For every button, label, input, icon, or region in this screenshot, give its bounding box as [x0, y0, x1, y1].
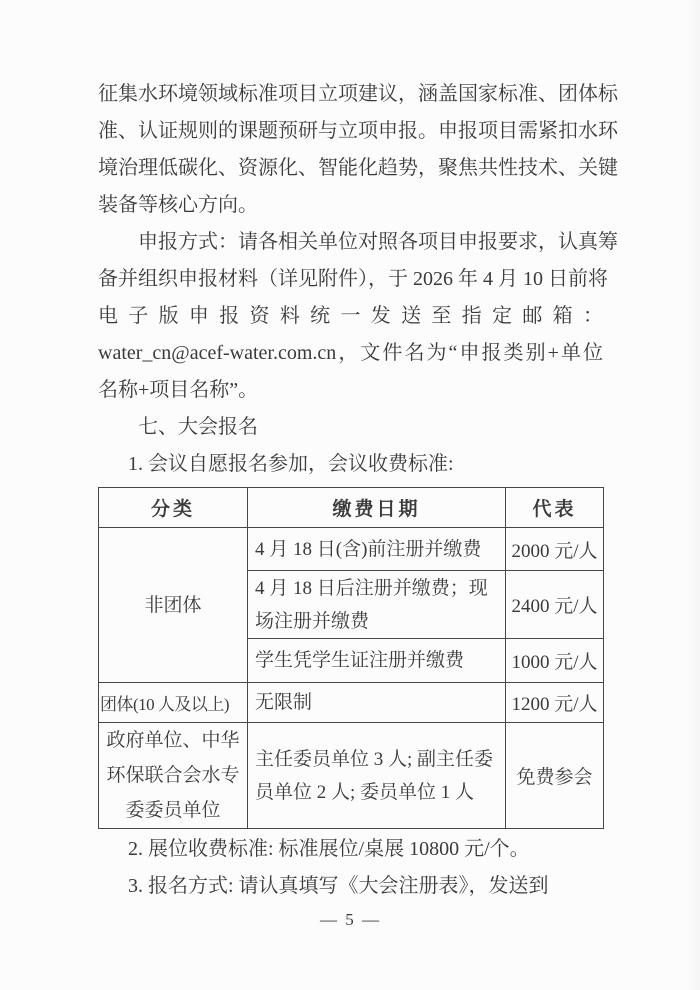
body-line email-line: water_cn@acef-water.com.cn，文件名为“申报类别+单位 [98, 342, 603, 364]
table-row [99, 723, 604, 829]
cell-date: 4 月 18 日后注册并缴费；现场注册并缴费 [248, 571, 506, 639]
table-row [99, 528, 604, 571]
section-heading: 七、大会报名 [138, 416, 258, 438]
cell-category-member: 政府单位、中华环保联合会水专委委员单位 [99, 723, 248, 829]
cell-fee: 2400 元/人 [506, 571, 604, 639]
cell-date: 无限制 [248, 683, 506, 723]
cell-category-group: 团体(10 人及以上) [99, 683, 248, 723]
body-line email-line: 电子版申报资料统一发送至指定邮箱： [98, 305, 603, 327]
cell-fee: 1200 元/人 [506, 683, 604, 723]
cell-fee: 1000 元/人 [506, 639, 604, 683]
body-line: 备并组织申报材料（详见附件），于 2026 年 4 月 10 日前将 [98, 268, 608, 290]
body-line: 装备等核心方向。 [98, 194, 258, 216]
list-item-3: 3. 报名方式: 请认真填写《大会注册表》，发送到 [128, 875, 549, 897]
column-header-category: 分类 [99, 488, 248, 528]
cell-fee: 2000 元/人 [506, 528, 604, 571]
column-header-date: 缴费日期 [248, 488, 506, 528]
table-row [99, 683, 604, 723]
list-item-1: 1. 会议自愿报名参加，会议收费标准: [128, 453, 454, 475]
cell-date: 主任委员单位 3 人; 副主任委员单位 2 人; 委员单位 1 人 [248, 723, 506, 829]
cell-fee: 免费参会 [506, 723, 604, 829]
cell-date: 学生凭学生证注册并缴费 [248, 639, 506, 683]
page-number: — 5 — [320, 910, 381, 929]
body-line: 名称+项目名称”。 [98, 379, 259, 401]
body-line: 境治理低碳化、资源化、智能化趋势，聚焦共性技术、关键 [98, 157, 618, 179]
document-content [98, 76, 618, 933]
body-line: 申报方式：请各相关单位对照各项目申报要求，认真筹 [138, 231, 618, 253]
table-header-row [99, 488, 604, 528]
body-line: 征集水环境领域标准项目立项建议，涵盖国家标准、团体标 [98, 83, 618, 105]
fee-table [98, 487, 604, 829]
cell-date: 4 月 18 日(含)前注册并缴费 [248, 528, 506, 571]
list-item-2: 2. 展位收费标准: 标准展位/桌展 10800 元/个。 [128, 838, 530, 860]
cell-category-non-group: 非团体 [99, 528, 248, 683]
body-line: 准、认证规则的课题预研与立项申报。申报项目需紧扣水环 [98, 120, 618, 142]
column-header-fee: 代表 [506, 488, 604, 528]
